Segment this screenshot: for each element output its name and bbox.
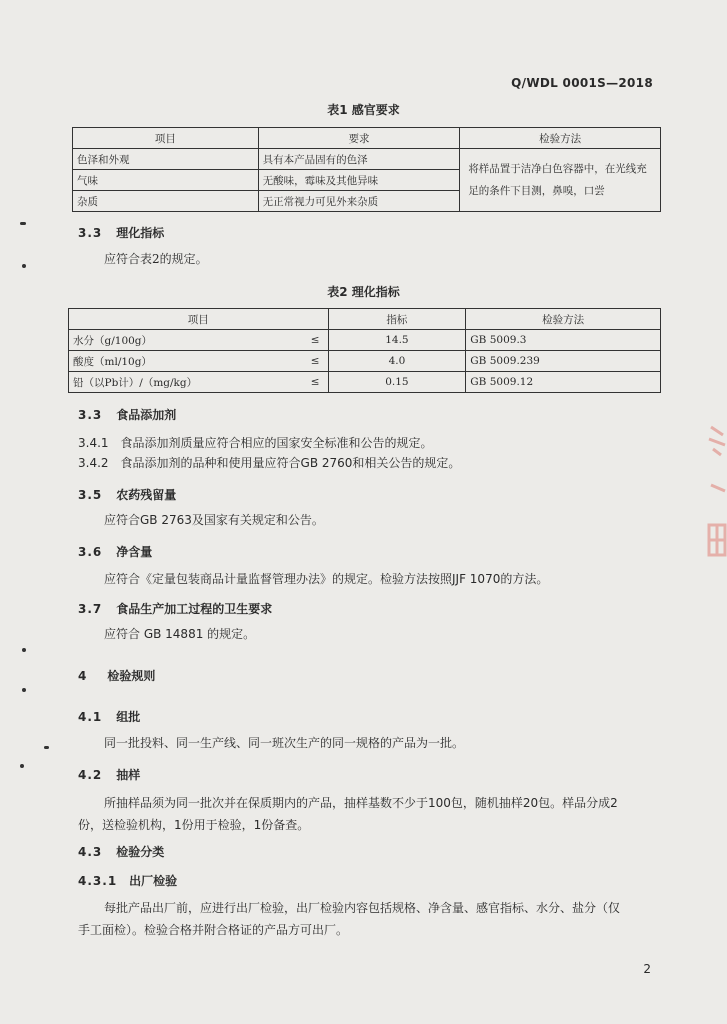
paragraph: 应符合 GB 14881 的规定。 — [104, 627, 256, 641]
section-number: 3.3 — [78, 408, 103, 422]
section-title: 检验规则 — [107, 669, 156, 683]
table-cell: 具有本产品固有的色泽 — [258, 149, 460, 170]
table-cell: 水分（g/100g） — [69, 330, 293, 351]
value-cell: 14.5 — [328, 330, 466, 351]
section-title: 检验分类 — [116, 845, 165, 859]
section-number: 3.6 — [78, 545, 103, 559]
section-heading — [78, 600, 272, 617]
value-cell: 4.0 — [328, 351, 466, 372]
table-cell: 无酸味，霉味及其他异味 — [258, 170, 460, 191]
section-heading — [78, 872, 177, 889]
header-cell: 指标 — [328, 309, 466, 330]
table-cell: 铅（以Pb计）/（mg/kg） — [69, 372, 293, 393]
section-number: 4.1 — [78, 710, 103, 724]
section-number: 4.3 — [78, 845, 103, 859]
red-seal-fragment — [703, 415, 727, 585]
section-heading — [78, 708, 140, 725]
section-title: 出厂检验 — [129, 874, 178, 888]
table-row — [69, 372, 661, 393]
section-title: 农药残留量 — [116, 488, 177, 502]
table-cell: 无正常视力可见外来杂质 — [258, 191, 460, 212]
section-number: 4 — [78, 669, 88, 683]
section-number: 3.5 — [78, 488, 103, 502]
method-cell: 将样品置于洁净白色容器中，在光线充足的条件下目测，鼻嗅，口尝 — [460, 149, 661, 212]
scan-mark — [20, 222, 26, 225]
table2-caption: 表2 理化指标 — [327, 285, 400, 299]
scan-mark — [22, 648, 26, 652]
scan-mark — [20, 764, 24, 768]
section-heading — [78, 667, 155, 684]
operator-cell: ≤ — [292, 351, 328, 372]
table-header-row — [69, 309, 661, 330]
table-row — [73, 149, 661, 170]
section-title: 净含量 — [116, 545, 153, 559]
table-row — [69, 330, 661, 351]
table-cell: 酸度（ml/10g） — [69, 351, 293, 372]
table-cell: 气味 — [73, 170, 259, 191]
paragraph: 同一批投料、同一生产线、同一班次生产的同一规格的产品为一批。 — [104, 736, 465, 750]
paragraph: 应符合GB 2763及国家有关规定和公告。 — [104, 513, 324, 527]
section-title: 理化指标 — [116, 226, 165, 240]
method-cell: GB 5009.239 — [466, 351, 661, 372]
scan-mark — [22, 264, 26, 268]
section-number: 3.7 — [78, 602, 103, 616]
section-number: 4.3.1 — [78, 874, 118, 888]
method-cell: GB 5009.12 — [466, 372, 661, 393]
table2 — [68, 308, 661, 393]
header-cell: 检验方法 — [460, 128, 661, 149]
scan-mark — [44, 746, 49, 749]
table-header-row — [73, 128, 661, 149]
paragraph-line: 手工面检）。检验合格并附合格证的产品方可出厂。 — [78, 923, 349, 937]
paragraph: 应符合《定量包装商品计量监督管理办法》的规定。检验方法按照JJF 1070的方法。 — [104, 572, 549, 586]
table-row — [69, 351, 661, 372]
section-heading — [78, 224, 164, 241]
table-cell: 色泽和外观 — [73, 149, 259, 170]
header-cell: 项目 — [69, 309, 329, 330]
paragraph-line: 所抽样品须为同一批次并在保质期内的产品，抽样基数不少于100包，随机抽样20包。样品分成2 — [104, 796, 618, 810]
section-heading — [78, 486, 176, 503]
operator-cell: ≤ — [292, 372, 328, 393]
clause-text: 食品添加剂质量应符合相应的国家安全标准和公告的规定。 — [120, 436, 433, 450]
clause-text: 食品添加剂的品种和使用量应符合GB 2760和相关公告的规定。 — [120, 456, 461, 470]
section-heading — [78, 843, 164, 860]
method-cell: GB 5009.3 — [466, 330, 661, 351]
table1 — [72, 127, 661, 212]
standard-number: Q/WDL 0001S—2018 — [511, 76, 653, 90]
paragraph: 应符合表2的规定。 — [104, 252, 208, 266]
page-number: 2 — [643, 962, 651, 976]
section-heading — [78, 543, 152, 560]
scan-mark — [22, 688, 26, 692]
header-cell: 检验方法 — [466, 309, 661, 330]
table1-caption: 表1 感官要求 — [327, 103, 400, 117]
section-title: 食品生产加工过程的卫生要求 — [116, 602, 273, 616]
clause-item — [78, 432, 433, 454]
section-title: 食品添加剂 — [116, 408, 177, 422]
header-cell: 项目 — [73, 128, 259, 149]
section-number: 3.3 — [78, 226, 103, 240]
operator-cell: ≤ — [292, 330, 328, 351]
section-title: 组批 — [116, 710, 141, 724]
paragraph-line: 每批产品出厂前，应进行出厂检验，出厂检验内容包括规格、净含量、感官指标、水分、盐分（仅 — [104, 901, 621, 915]
section-number: 4.2 — [78, 768, 103, 782]
paragraph-line: 份，送检验机构，1份用于检验，1份备查。 — [78, 818, 310, 832]
value-cell: 0.15 — [328, 372, 466, 393]
section-heading — [78, 766, 140, 783]
section-title: 抽样 — [116, 768, 141, 782]
table-cell: 杂质 — [73, 191, 259, 212]
clause-number: 3.4.2 — [78, 456, 109, 470]
clause-item — [78, 452, 460, 474]
clause-number: 3.4.1 — [78, 436, 109, 450]
header-cell: 要求 — [258, 128, 460, 149]
section-heading — [78, 406, 176, 423]
